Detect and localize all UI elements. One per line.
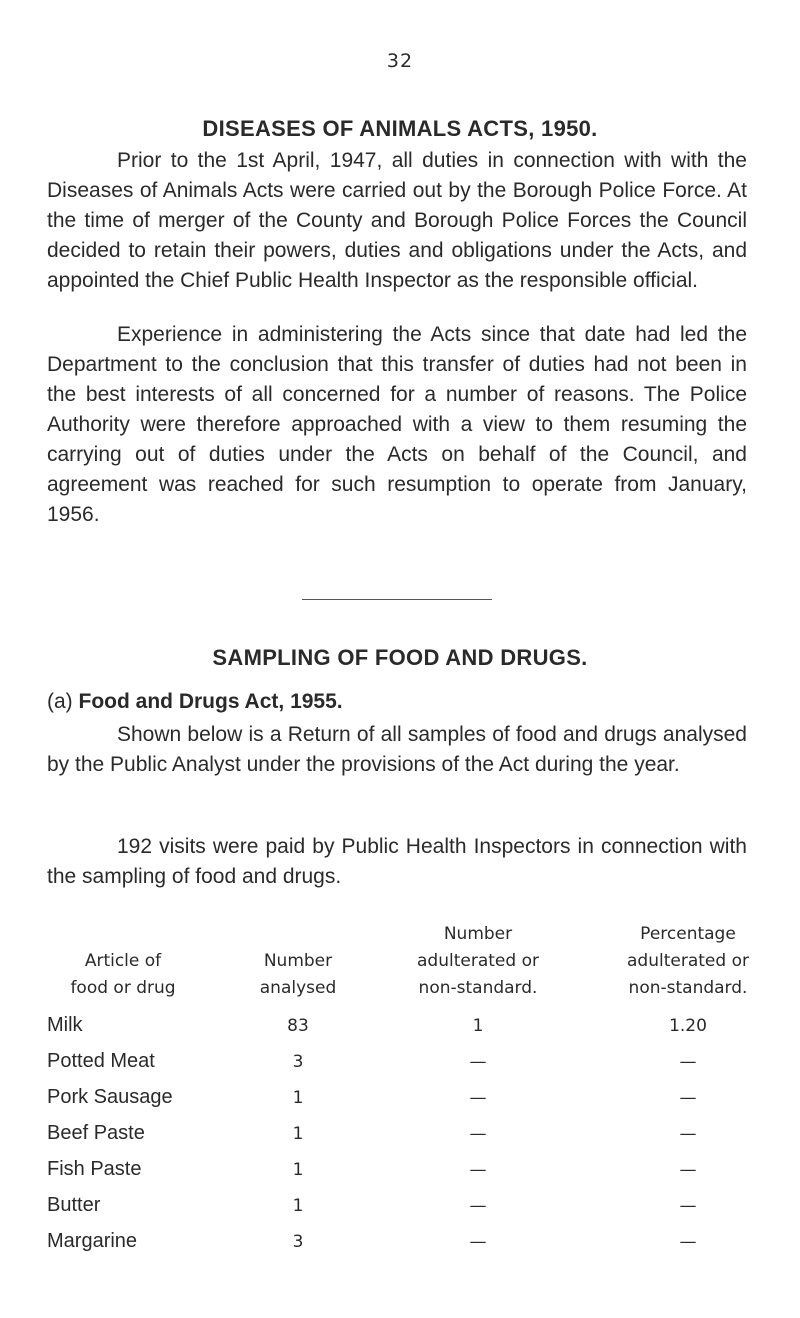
cell-number-adulterated: 1 [472, 1016, 484, 1036]
header-line: Number [443, 924, 513, 944]
page-number: 32 [386, 50, 414, 72]
cell-article: Margarine [47, 1230, 138, 1252]
header-line: adulterated or [417, 951, 539, 971]
subheading-prefix: (a) [47, 690, 73, 713]
cell-percentage: — [679, 1160, 697, 1180]
cell-article: Fish Paste [47, 1158, 142, 1180]
cell-article: Milk [47, 1014, 83, 1036]
cell-number-adulterated: — [469, 1196, 487, 1216]
cell-percentage: 1.20 [669, 1016, 707, 1036]
header-line: analysed [259, 978, 337, 998]
paragraph-visits: 192 visits were paid by Public Health Inspectors in connection with the sampling of food and drugs. [47, 835, 747, 888]
cell-number-adulterated: — [469, 1232, 487, 1252]
header-line: non-standard. [418, 978, 538, 998]
cell-number-adulterated: — [469, 1052, 487, 1072]
section-heading-sampling: SAMPLING OF FOOD AND DRUGS. [212, 645, 588, 670]
subheading-label: Food and Drugs Act, 1955. [78, 690, 343, 713]
cell-article: Butter [47, 1194, 101, 1216]
cell-number-adulterated: — [469, 1088, 487, 1108]
cell-percentage: — [679, 1088, 697, 1108]
cell-number-analysed: 83 [287, 1016, 309, 1036]
header-article [48, 948, 198, 1002]
cell-article: Beef Paste [47, 1122, 145, 1144]
header-percentage-adulterated [588, 921, 788, 1002]
header-line: Percentage [640, 924, 736, 944]
subheading-food-and-drugs-act [47, 690, 343, 714]
cell-number-analysed: 1 [292, 1196, 304, 1216]
paragraph-prior-duties: Prior to the 1st April, 1947, all duties in connection with with the Diseases of Animals Acts were carried out by the Borough Police Force. At the time of merger of the County and Borough Police Forces the Council decided to retain their powers, duties and obligations under the Acts, and appointed the Chief Public Health Inspector as the responsible official. [47, 149, 747, 292]
cell-percentage: — [679, 1232, 697, 1252]
header-number-analysed [238, 948, 358, 1002]
header-line: adulterated or [627, 951, 749, 971]
cell-number-analysed: 3 [292, 1232, 304, 1252]
cell-article: Potted Meat [47, 1050, 155, 1072]
header-line: non-standard. [628, 978, 748, 998]
header-line: food or drug [70, 978, 176, 998]
paragraph-return-of-samples: Shown below is a Return of all samples of food and drugs analysed by the Public Analyst under the provisions of the Act during the year. [47, 723, 747, 776]
section-heading-diseases-of-animals: DISEASES OF ANIMALS ACTS, 1950. [202, 116, 598, 141]
header-line: Article of [84, 951, 162, 971]
paragraph-experience: Experience in administering the Acts since that date had led the Department to the conclusion that this transfer of duties had not been in the best interests of all concerned for a number of reasons. The Police Authority were therefore approached with a view to them resuming the carrying out of duties under the Acts on behalf of the Council, and agreement was reached for such resumption to operate from January, 1956. [47, 323, 747, 526]
cell-article: Pork Sausage [47, 1086, 173, 1108]
cell-number-adulterated: — [469, 1124, 487, 1144]
cell-percentage: — [679, 1196, 697, 1216]
header-line: Number [263, 951, 333, 971]
cell-number-analysed: 1 [292, 1160, 304, 1180]
section-divider [302, 599, 492, 600]
header-number-adulterated [378, 921, 578, 1002]
cell-number-adulterated: — [469, 1160, 487, 1180]
cell-percentage: — [679, 1052, 697, 1072]
cell-number-analysed: 1 [292, 1124, 304, 1144]
cell-percentage: — [679, 1124, 697, 1144]
cell-number-analysed: 3 [292, 1052, 304, 1072]
cell-number-analysed: 1 [292, 1088, 304, 1108]
